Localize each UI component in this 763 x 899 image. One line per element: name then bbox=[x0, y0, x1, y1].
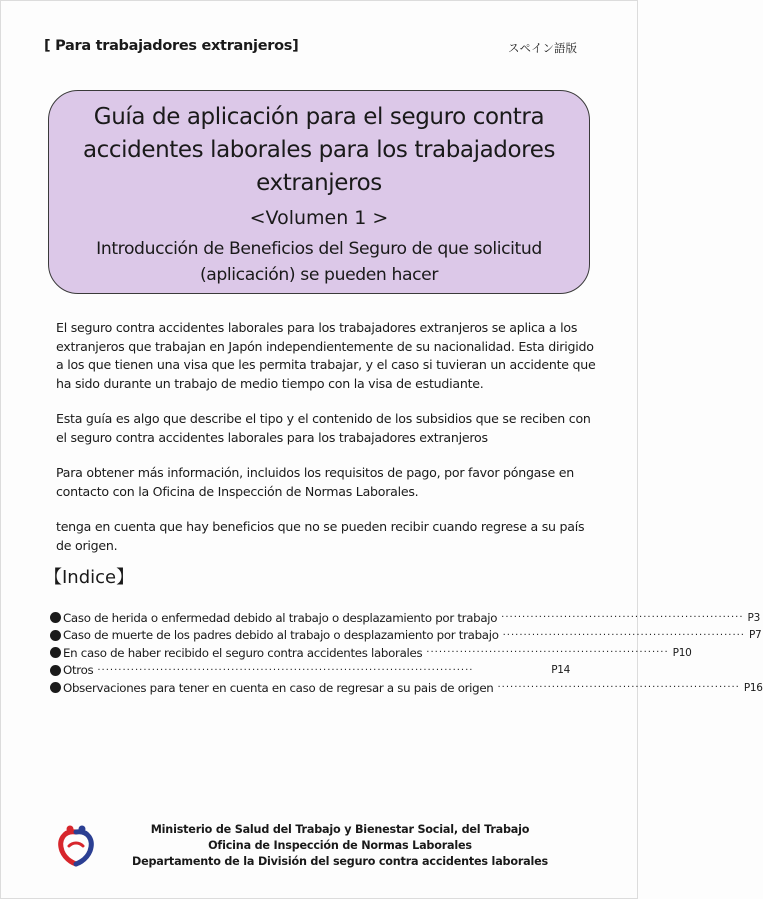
footer-line-department: Departamento de la División del seguro contra accidentes laborales bbox=[131, 855, 548, 868]
footer-line-ministry: Ministerio de Salud del Trabajo y Bienestar Social, del Trabajo bbox=[150, 823, 530, 836]
index-entry-label: Observaciones para tener en cuenta en caso de regresar a su pais de origen bbox=[63, 680, 494, 695]
index-list bbox=[50, 609, 763, 697]
intro-text bbox=[56, 319, 596, 572]
footer-line-office: Oficina de Inspección de Normas Laborales bbox=[208, 839, 472, 852]
intro-paragraph: Para obtener más información, incluidos los requisitos de pago, por favor póngase en contacto con la Oficina de Inspección de Normas Laborales. bbox=[56, 465, 574, 499]
bullet-icon bbox=[50, 630, 61, 641]
index-entry-page: P14 bbox=[551, 664, 570, 677]
index-entry-label: Otros bbox=[63, 663, 94, 678]
intro-paragraph: El seguro contra accidentes laborales para los trabajadores extranjeros se aplica a los extranjeros que trabajan en Japón independientemente de su nacionalidad. Esta dirigido a los que tienen una visa que les permita trabajar, y el caso si tuvieran un accidente que ha sido durante un trabajo de medio tiempo con la visa de estudiante. bbox=[56, 320, 596, 391]
bullet-icon bbox=[50, 647, 61, 658]
index-entry-page: P10 bbox=[672, 646, 692, 659]
intro-paragraph: tenga en cuenta que hay beneficios que no se pueden recibir cuando regrese a su país de origen. bbox=[56, 519, 585, 553]
index-entry bbox=[50, 679, 763, 697]
bullet-icon bbox=[50, 682, 61, 693]
index-entry-page: P16 bbox=[743, 681, 763, 694]
index-entry-page: P7 bbox=[748, 629, 762, 642]
bullet-icon bbox=[50, 612, 61, 623]
index-entry-label: En caso de haber recibido el seguro contra accidentes laborales bbox=[63, 645, 423, 660]
dot-leader: ·························································· bbox=[502, 629, 745, 641]
ministry-logo-icon bbox=[56, 824, 96, 866]
title-box bbox=[48, 90, 590, 294]
document-title: Guía de aplicación para el seguro contra accidentes laborales para los trabajadores extranjeros bbox=[82, 104, 556, 196]
index-entry bbox=[50, 609, 760, 627]
index-entry-label: Caso de muerte de los padres debido al trabajo o desplazamiento por trabajo bbox=[63, 628, 499, 643]
dot-leader: ·························································· bbox=[497, 682, 740, 694]
index-heading: 【Indice】 bbox=[44, 567, 135, 588]
intro-paragraph: Esta guía es algo que describe el tipo y el contenido de los subsidios que se reciben con el seguro contra accidentes laborales para los trabajadores extranjeros bbox=[56, 411, 591, 445]
dot-leader: ·························································· bbox=[426, 647, 669, 659]
index-entry bbox=[50, 627, 762, 645]
footer bbox=[130, 822, 550, 870]
index-entry-page: P3 bbox=[747, 611, 760, 624]
document-subtitle: Introducción de Beneficios del Seguro de que solicitud (aplicación) se pueden hacer bbox=[96, 239, 542, 285]
dot-leader: ·························································· bbox=[501, 612, 744, 624]
audience-label: [ Para trabajadores extranjeros] bbox=[44, 38, 299, 54]
volume-label: <Volumen 1 > bbox=[249, 207, 389, 229]
index-entry-label: Caso de herida o enfermedad debido al trabajo o desplazamiento por trabajo bbox=[63, 610, 498, 625]
language-label: スペイン語版 bbox=[508, 41, 577, 55]
dot-leader: ·························································································· bbox=[97, 664, 474, 676]
bullet-icon bbox=[50, 665, 61, 676]
index-entry bbox=[50, 662, 570, 680]
index-entry bbox=[50, 644, 692, 662]
